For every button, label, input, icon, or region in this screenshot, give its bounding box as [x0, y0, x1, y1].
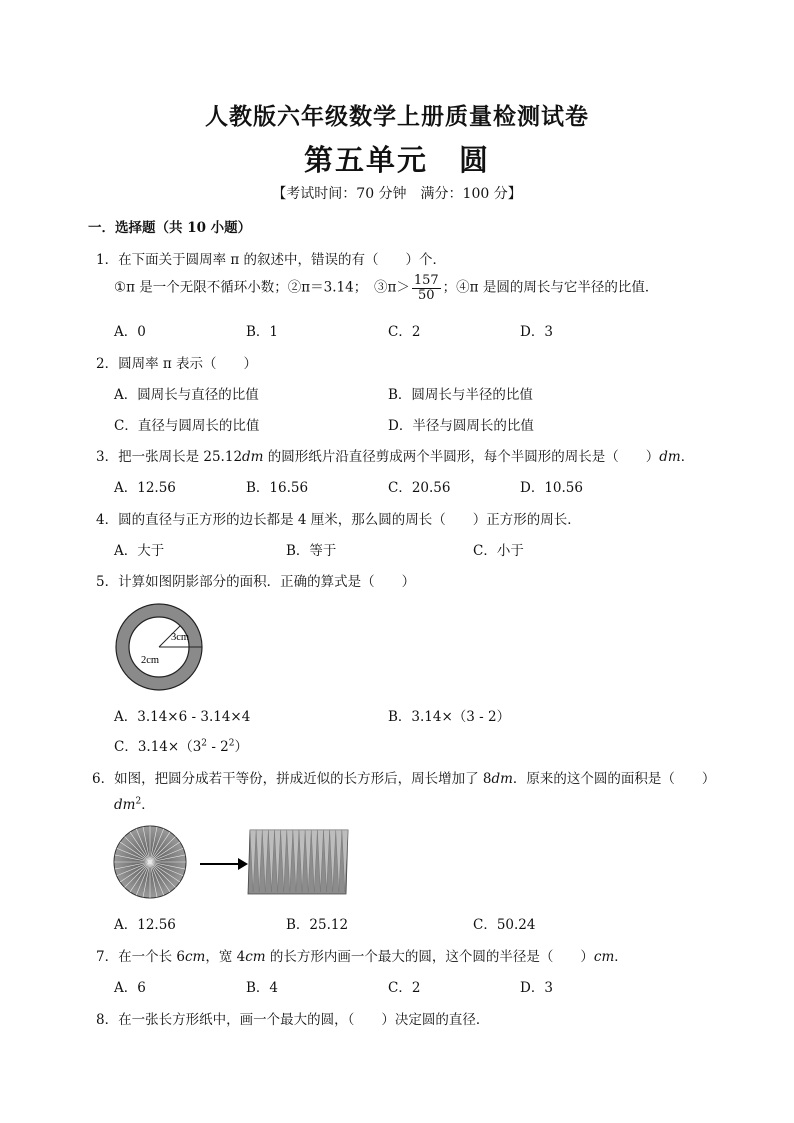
q1-option-a[interactable]: A．0: [114, 324, 146, 340]
q6-stem-b: ．原来的这个圆的面积是（ ）: [512, 771, 716, 787]
q7-option-c[interactable]: C．2: [388, 980, 421, 996]
question-3-stem: [96, 445, 694, 465]
q7-option-d[interactable]: D．3: [520, 980, 553, 996]
question-1-statements-a: ①π 是一个无限不循环小数；②π＝3.14； ③π＞: [114, 279, 410, 296]
q4-option-a[interactable]: A．大于: [114, 543, 165, 559]
q6-option-a[interactable]: A．12.56: [114, 917, 176, 933]
question-1-statements: [114, 274, 658, 302]
question-6-stem: [92, 767, 715, 787]
q7-stem-d: ．: [614, 949, 628, 965]
q2-option-b[interactable]: B．圆周长与半径的比值: [388, 387, 533, 403]
q7-u3: cm: [593, 949, 615, 965]
section-title: 一．选择题（共 10 小题）: [88, 220, 252, 236]
circle-to-rectangle-figure: [112, 822, 352, 904]
q6-unit-a: dm: [491, 771, 513, 787]
unit-title: 第五单元 圆: [303, 143, 490, 177]
q2-option-d[interactable]: D．半径与圆周长的比值: [388, 418, 534, 434]
question-1-stem: 1．在下面关于圆周率 π 的叙述中，错误的有（ ）个．: [96, 252, 447, 268]
exam-title: 人教版六年级数学上册质量检测试卷: [205, 103, 589, 130]
q3-stem-b: 的圆形纸片沿直径剪成两个半圆形，每个半圆形的周长是（ ）: [263, 449, 660, 465]
q7-u2: cm: [245, 949, 266, 965]
question-5-stem: 5．计算如图阴影部分的面积．正确的算式是（ ）: [96, 574, 416, 590]
fraction-denominator: 50: [417, 287, 435, 303]
q5-c-b: - 2: [207, 739, 229, 755]
fraction: [412, 274, 441, 302]
q6-option-b[interactable]: B．25.12: [286, 917, 349, 933]
q3-option-d[interactable]: D．10.56: [520, 480, 583, 496]
outer-radius-label: 3cm: [171, 632, 190, 643]
q6-unit2-exp: 2: [135, 796, 142, 807]
q1-option-d[interactable]: D．3: [520, 324, 553, 340]
sectored-circle: [114, 826, 186, 898]
q5-c-exp2: 2: [228, 738, 235, 749]
question-8-stem: 8．在一张长方形纸中，画一个最大的圆，（ ）决定圆的直径．: [96, 1012, 490, 1028]
question-4-stem: 4．圆的直径与正方形的边长都是 4 厘米，那么圆的周长（ ）正方形的周长．: [96, 512, 581, 528]
ring-figure: [114, 600, 204, 692]
q3-option-b[interactable]: B．16.56: [246, 480, 309, 496]
q7-stem-b: ，宽 4: [205, 949, 246, 965]
q3-option-c[interactable]: C．20.56: [388, 480, 451, 496]
fraction-numerator: 157: [413, 273, 439, 288]
q7-option-b[interactable]: B．4: [246, 980, 279, 996]
q2-option-a[interactable]: A．圆周长与直径的比值: [114, 387, 259, 403]
q7-u1: cm: [184, 949, 206, 965]
q1-option-c[interactable]: C．2: [388, 324, 421, 340]
question-1-statements-b: ；④π 是圆的周长与它半径的比值．: [442, 279, 659, 296]
q5-c-a: C．3.14×（3: [114, 739, 202, 755]
q4-option-c[interactable]: C．小于: [473, 543, 524, 559]
q6-unit2-end: ．: [141, 797, 155, 813]
q7-option-a[interactable]: A．6: [114, 980, 146, 996]
arrow-icon: [200, 858, 248, 870]
q3-unit-a: dm: [242, 449, 264, 465]
q1-option-b[interactable]: B．1: [246, 324, 279, 340]
q3-stem-a: 3．把一张周长是 25.12: [96, 449, 243, 465]
q5-option-a[interactable]: A．3.14×6 - 3.14×4: [114, 709, 251, 725]
q2-option-c[interactable]: C．直径与圆周长的比值: [114, 418, 260, 434]
question-7-stem: [96, 945, 628, 965]
q5-c-exp1: 2: [201, 738, 208, 749]
exam-info: 【考试时间：70 分钟 满分：100 分】: [272, 186, 522, 202]
approximate-rectangle: [248, 830, 348, 894]
q5-c-c: ）: [234, 739, 248, 755]
question-2-stem: 2．圆周率 π 表示（ ）: [96, 356, 258, 372]
q7-stem-c: 的长方形内画一个最大的圆，这个圆的半径是（ ）: [265, 949, 594, 965]
q6-unit2: dm: [114, 797, 136, 813]
inner-radius-label: 2cm: [141, 655, 160, 666]
q5-option-c[interactable]: [114, 735, 248, 755]
q6-option-c[interactable]: C．50.24: [473, 917, 536, 933]
q6-stem-a: 6．如图，把圆分成若干等份，拼成近似的长方形后，周长增加了 8: [92, 771, 492, 787]
q4-option-b[interactable]: B．等于: [286, 543, 337, 559]
question-6-unit-line: [114, 793, 155, 813]
q3-option-a[interactable]: A．12.56: [114, 480, 176, 496]
q3-unit-b: dm: [659, 449, 681, 465]
q5-option-b[interactable]: B．3.14×（3 - 2）: [388, 709, 511, 725]
q7-stem-a: 7．在一个长 6: [96, 949, 185, 965]
q3-stem-c: ．: [680, 449, 695, 465]
